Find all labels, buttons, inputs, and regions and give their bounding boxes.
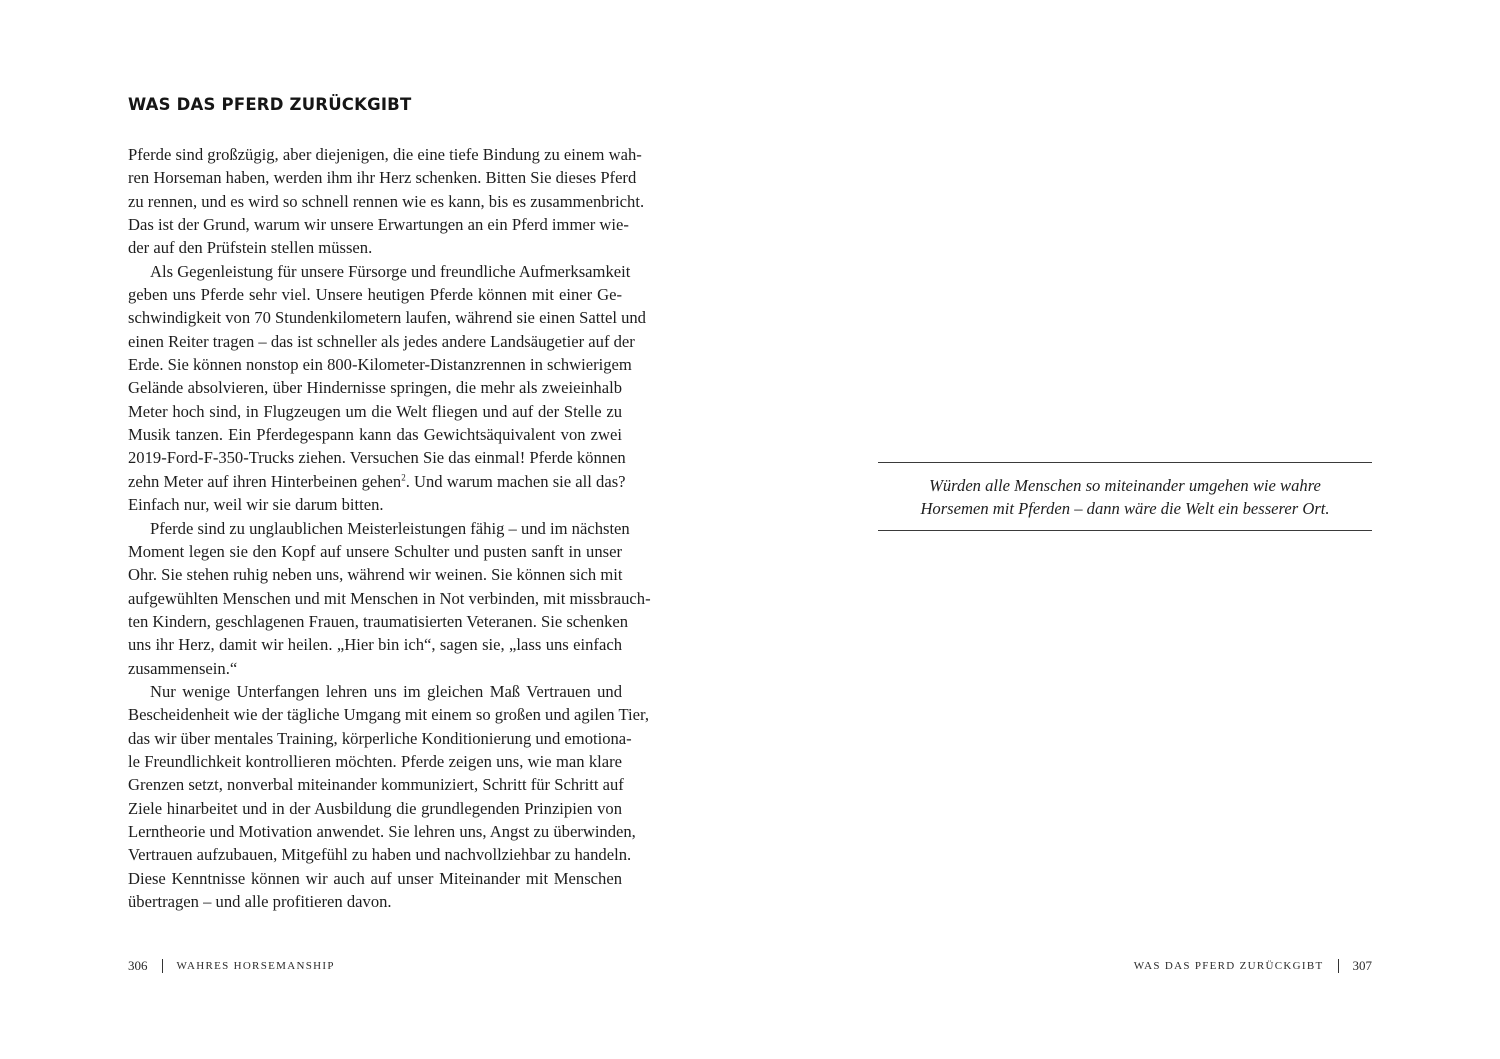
text-line: Musik tanzen. Ein Pferdegespann kann das Gewichtsäquivalent von zwei [128,425,622,445]
text-line: schwindigkeit von 70 Stundenkilometern laufen, während sie einen Sattel und [128,308,646,328]
paragraph [128,517,651,680]
page-number: 306 [128,958,148,973]
text-line: einen Reiter tragen – das ist schneller als jedes andere Landsäugetier auf der [128,331,635,351]
text-line: Als Gegenleistung für unsere Fürsorge und freundliche Aufmerksamkeit [150,261,631,281]
paragraph [128,680,649,913]
footnote-marker: 2 [401,472,406,483]
text-line: Diese Kenntnisse können wir auch auf unser Miteinander mit Menschen [128,868,622,888]
page-footer-left [128,958,335,974]
paragraph [128,260,646,517]
pull-quote [878,462,1372,531]
text-line: Einfach nur, weil wir sie darum bitten. [128,495,384,515]
text-line: Ziele hinarbeitet und in der Ausbildung die grundlegenden Prinzipien von [128,798,622,818]
text-line: ren Horseman haben, werden ihm ihr Herz schenken. Bitten Sie dieses Pferd [128,168,637,188]
text-line: Lerntheorie und Motivation anwendet. Sie lehren uns, Angst zu überwinden, [128,821,636,841]
text-line: zusammensein.“ [128,658,238,678]
text-line: Das ist der Grund, warum wir unsere Erwartungen an ein Pferd immer wie- [128,215,629,235]
page-footer-right [1134,958,1372,974]
text-line: Pferde sind zu unglaublichen Meisterleistungen fähig – und im nächsten [150,518,630,538]
pull-quote-line: Horsemen mit Pferden – dann wäre die Welt ein besserer Ort. [920,499,1330,519]
text-line: uns ihr Herz, damit wir heilen. „Hier bin ich“, sagen sie, „lass uns einfach [128,635,622,655]
running-head: WAS DAS PFERD ZURÜCKGIBT [1133,960,1324,972]
text-line: der auf den Prüfstein stellen müssen. [128,238,373,258]
text-line: Meter hoch sind, in Flugzeugen um die Welt fliegen und auf der Stelle zu [128,401,622,421]
footer-divider [1338,959,1339,973]
chapter-heading: WAS DAS PFERD ZURÜCKGIBT [128,95,412,114]
paragraph [128,143,645,260]
text-line: zehn Meter auf ihren Hinterbeinen gehen$^2$. Und warum machen sie all das? [128,471,626,491]
text-line: Ohr. Sie stehen ruhig neben uns, während wir weinen. Sie können sich mit [128,565,623,585]
text-line: übertragen – und alle profitieren davon. [128,892,392,911]
footer-divider [162,959,163,973]
text-line: Erde. Sie können nonstop ein 800-Kilometer-Distanzrennen in schwierigem [128,355,632,375]
body-text [128,143,651,913]
page-number: 307 [1352,958,1372,973]
text-line: aufgewühlten Menschen und mit Menschen in Not verbinden, mit missbrauch- [128,588,651,608]
text-line: geben uns Pferde sehr viel. Unsere heutigen Pferde können mit einer Ge- [128,285,622,305]
text-line: Moment legen sie den Kopf auf unsere Schulter und pusten sanft in unser [128,541,622,561]
right-page [750,0,1500,1059]
text-line: 2019-Ford-F-350-Trucks ziehen. Versuchen Sie das einmal! Pferde können [128,448,626,468]
text-line: Gelände absolvieren, über Hindernisse springen, die mehr als zweieinhalb [128,378,622,398]
text-line: Pferde sind großzügig, aber diejenigen, die eine tiefe Bindung zu einem wah- [128,145,642,164]
text-line: Vertrauen aufzubauen, Mitgefühl zu haben und nachvollziehbar zu handeln. [128,845,632,865]
text-line: le Freundlichkeit kontrollieren möchten. Pferde zeigen uns, wie man klare [128,751,622,771]
text-line: Bescheidenheit wie der tägliche Umgang mit einem so großen und agilen Tier, [128,705,649,725]
text-line: Nur wenige Unterfangen lehren uns im gleichen Maß Vertrauen und [150,681,622,701]
text-line: das wir über mentales Training, körperliche Konditionierung und emotiona- [128,728,632,748]
pull-quote-line: Würden alle Menschen so miteinander umgehen wie wahre [929,476,1321,495]
running-head: WAHRES HORSEMANSHIP [176,960,335,972]
text-line: zu rennen, und es wird so schnell rennen wie es kann, bis es zusammenbricht. [128,191,645,211]
text-line: ten Kindern, geschlagenen Frauen, traumatisierten Veteranen. Sie schenken [128,611,629,631]
text-line: Grenzen setzt, nonverbal miteinander kommuniziert, Schritt für Schritt auf [128,775,624,795]
